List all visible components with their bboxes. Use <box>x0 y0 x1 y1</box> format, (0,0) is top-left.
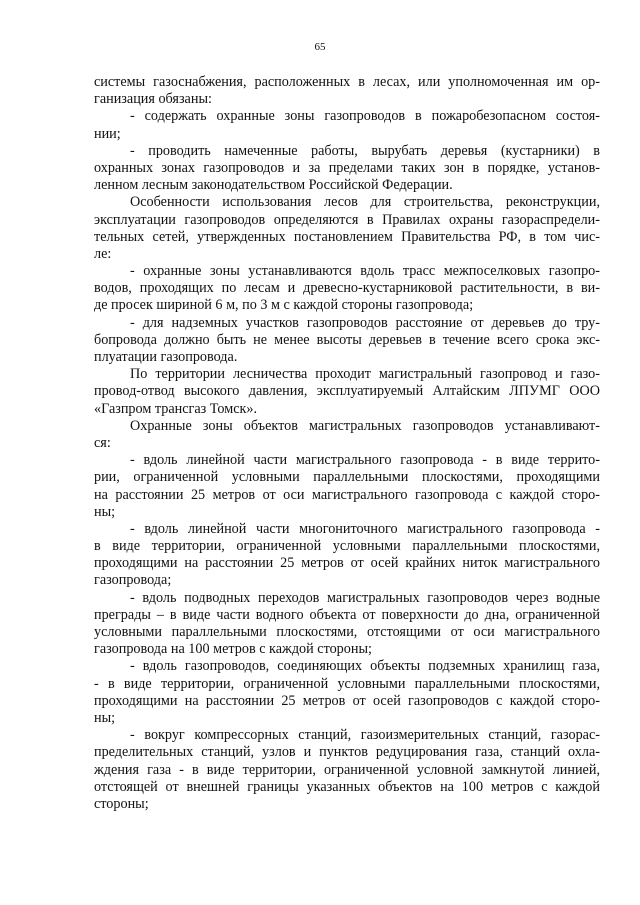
text-line: пределительных станций, узлов и пунктов редуцирования газа, станций охла- <box>94 744 600 761</box>
text-line: - содержать охранные зоны газопроводов в пожаробезопасном состоя- <box>130 108 600 125</box>
text-line: плуатации газопровода. <box>94 349 238 365</box>
text-line: на расстоянии 25 метров от оси магистрального газопровода с каждой сторо- <box>94 486 600 503</box>
text-line: - вдоль газопроводов, соединяющих объекты подземных хранилищ газа, <box>130 658 600 675</box>
text-line: газопровода; <box>94 572 172 589</box>
text-line: условными параллельными плоскостями, отстоящими от оси магистрального <box>94 624 600 640</box>
text-line: охранных зонах газопроводов и за пределами таких зон в порядке, установ- <box>94 159 600 176</box>
text-line: «Газпром трансгаз Томск». <box>94 400 258 417</box>
text-line: - в виде территории, ограниченной условными параллельными плоскостями, <box>94 675 600 692</box>
text-line: - вдоль линейной части многониточного магистрального газопровода - <box>130 520 600 537</box>
text-line: ся: <box>94 434 111 451</box>
text-line: ле: <box>94 245 112 262</box>
text-line: ленном лесным законодательством Российской Федерации. <box>94 177 453 194</box>
text-line: в виде территории, ограниченной условными параллельными плоскостями, <box>94 538 600 555</box>
text-line: проходящими на расстоянии 25 метров от осей газопроводов с каждой сторо- <box>94 692 600 709</box>
text-line: ны; <box>94 503 116 520</box>
text-line: нии; <box>94 125 121 142</box>
text-line: рии, ограниченной условными параллельными плоскостями, проходящими <box>94 469 600 486</box>
text-line: преграды – в виде части водного объекта от поверхности до дна, ограниченной <box>94 606 600 623</box>
document-body <box>94 74 600 813</box>
text-line: Особенности использования лесов для строительства, реконструкции, <box>130 194 600 211</box>
text-line: ны; <box>94 709 116 726</box>
text-line: стороны; <box>94 795 149 812</box>
text-line: отстоящей от внешней границы указанных объектов на 100 метров с каждой <box>94 778 600 795</box>
text-line: - охранные зоны устанавливаются вдоль трасс межпоселковых газопро- <box>130 263 600 280</box>
text-line: - для надземных участков газопроводов расстояние от деревьев до тру- <box>130 314 600 331</box>
text-line: - вокруг компрессорных станций, газоизмерительных станций, газорас- <box>130 727 600 744</box>
text-line: водов, проходящих по лесам и древесно-кустарниковой растительности, в ви- <box>94 280 600 297</box>
text-line: проходящими на расстоянии 25 метров от осей крайних ниток магистрального <box>94 555 600 572</box>
text-line: По территории лесничества проходит магистральный газопровод и газо- <box>130 366 600 383</box>
text-line: газопровода на 100 метров с каждой стороны; <box>94 641 372 658</box>
page-number: 65 <box>314 41 326 53</box>
text-line: - вдоль линейной части магистрального газопровода - в виде террито- <box>130 452 600 469</box>
text-line: провод-отвод высокого давления, эксплуатируемый Алтайским ЛПУМГ ООО <box>94 383 600 400</box>
text-line: бопровода должно быть не менее высоты деревьев в течение всего срока экс- <box>94 331 600 348</box>
text-line: системы газоснабжения, расположенных в лесах, или уполномоченная им ор- <box>94 74 600 90</box>
text-line: ждения газа - в виде территории, ограниченной условной замкнутой линией, <box>94 761 600 778</box>
text-line: Охранные зоны объектов магистральных газопроводов устанавливают- <box>130 417 600 434</box>
text-line: де просек шириной 6 м, по 3 м с каждой стороны газопровода; <box>94 297 474 314</box>
text-line: - вдоль подводных переходов магистральных газопроводов через водные <box>130 589 600 606</box>
text-line: эксплуатации газопроводов определяются в Правилах охраны газораспредели- <box>94 211 600 228</box>
text-line: ганизация обязаны: <box>94 91 212 108</box>
text-line: - проводить намеченные работы, вырубать деревья (кустарники) в <box>130 142 600 159</box>
text-line: тельных сетей, утвержденных постановлением Правительства РФ, в том чис- <box>94 228 600 245</box>
